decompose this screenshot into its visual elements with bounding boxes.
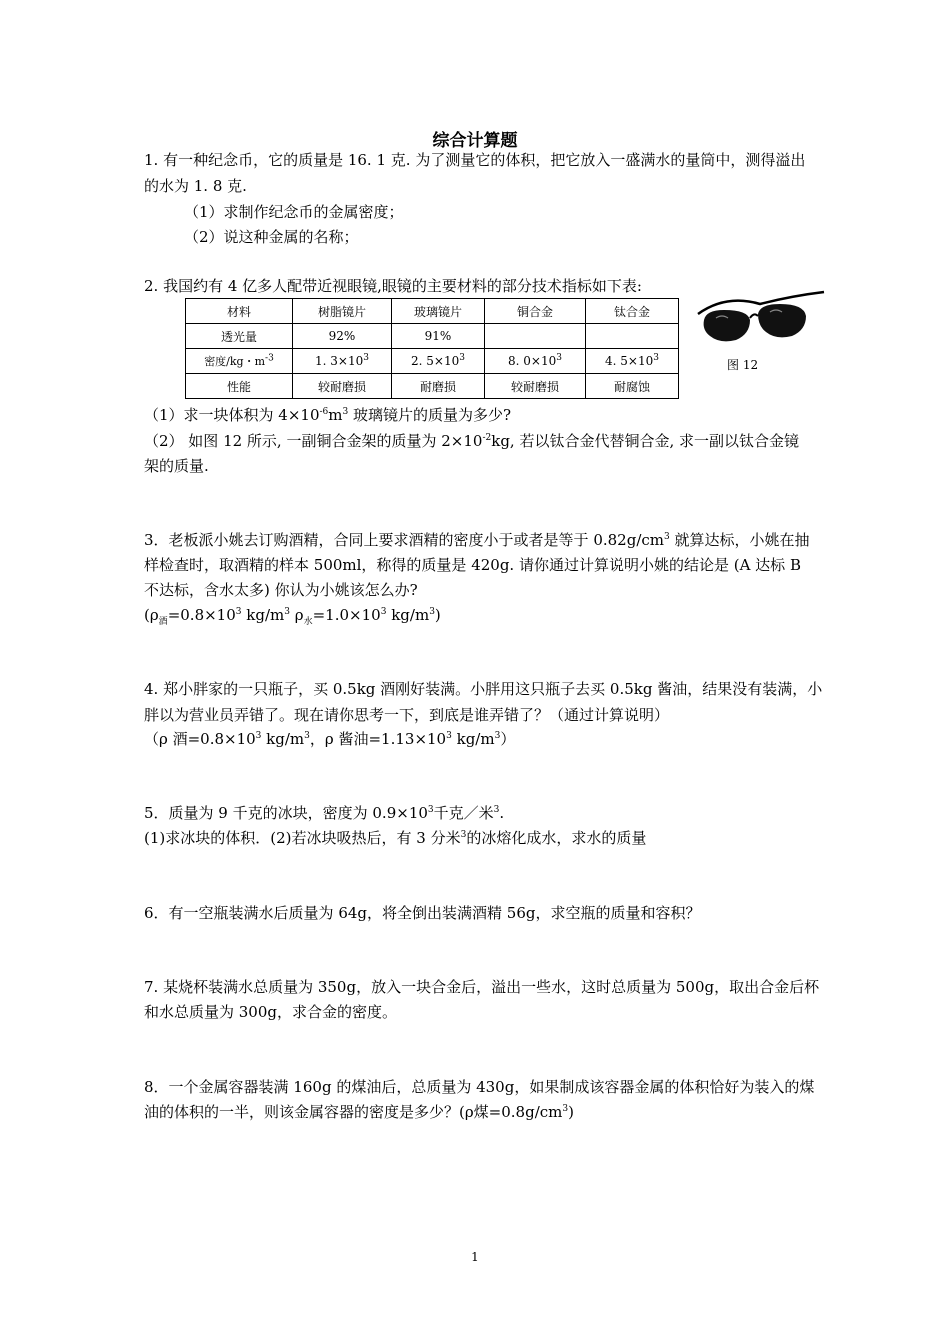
- table-cell: [485, 324, 586, 349]
- formula-part: kg/m: [241, 606, 285, 624]
- density-label: 密度/kg・m: [204, 355, 266, 368]
- table-cell: [485, 349, 586, 374]
- table-cell: [293, 349, 392, 374]
- q2-sub2: [144, 429, 850, 453]
- q3-line3: 不达标，含水太多) 你认为小姚该怎么办?: [144, 581, 418, 599]
- table-cell: 较耐磨损: [485, 374, 586, 399]
- q4-line2: 胖以为营业员弄错了。现在请你思考一下，到底是谁弄错了？（通过计算说明）: [144, 706, 670, 724]
- q5-exp: 3: [427, 805, 434, 815]
- table-cell: 透光量: [186, 324, 293, 349]
- q8-line1: 8．一个金属容器装满 160g 的煤油后，总质量为 430g，如果制成该容器金属的体积恰好为装入的煤: [144, 1078, 815, 1096]
- table-cell: [586, 349, 679, 374]
- formula-part: (ρ: [144, 606, 159, 624]
- q3-line1-part: 3．老板派小姚去订购酒精，合同上要求酒精的密度小于或者是等于 0.82g/cm: [144, 531, 664, 549]
- q3-formula: [144, 603, 850, 627]
- q2-sub1-part: （1）求一块体积为 4×10: [144, 406, 320, 424]
- q5-part: 5．质量为 9 千克的冰块，密度为 0.9×10: [144, 804, 428, 822]
- table-row: [186, 349, 679, 374]
- q7-line2: 和水总质量为 300g，求合金的密度。: [144, 1003, 398, 1021]
- density-value: 8. 0×10: [508, 354, 557, 368]
- figure-label: 图 12: [727, 358, 759, 372]
- density-exp: 3: [363, 353, 369, 363]
- formula-exp: 3: [494, 731, 501, 741]
- formula-part: kg/m: [451, 730, 495, 748]
- formula-exp: 3: [304, 731, 310, 741]
- formula-part: =0.8×10: [167, 606, 236, 624]
- q8-line2: [144, 1100, 850, 1124]
- q2-sub2-line2: 架的质量.: [144, 457, 209, 475]
- formula-part: ）: [500, 730, 516, 748]
- formula-exp: 3: [255, 731, 262, 741]
- q7-line1: 7. 某烧杯装满水总质量为 350g，放入一块合金后，溢出一些水，这时总质量为 500g，取出合金后杯: [144, 978, 820, 996]
- q2-sub1: [144, 403, 850, 427]
- q2-intro: 2. 我国约有 4 亿多人配带近视眼镜,眼镜的主要材料的部分技术指标如下表:: [144, 277, 642, 295]
- formula-part: ): [434, 606, 441, 624]
- q4-line1: 4. 郑小胖家的一只瓶子，买 0.5kg 酒刚好装满。小胖用这只瓶子去买 0.5kg 酱油，结果没有装满，小: [144, 680, 823, 698]
- page-title: 综合计算题: [432, 131, 518, 151]
- formula-part: kg/m: [261, 730, 305, 748]
- table-cell: 耐腐蚀: [586, 374, 679, 399]
- table-cell: [586, 324, 679, 349]
- q8-exp: 3: [562, 1104, 569, 1114]
- q1-line2: 的水为 1. 8 克.: [144, 177, 247, 195]
- q2-sub1-part: 玻璃镜片的质量为多少?: [348, 406, 512, 424]
- q2-sub2-part: （2） 如图 12 所示, 一副铜合金架的质量为 2×10: [144, 432, 483, 450]
- table-cell: 材料: [186, 299, 293, 324]
- table-cell: 性能: [186, 374, 293, 399]
- table-row: [186, 299, 679, 324]
- table-cell: 钛合金: [586, 299, 679, 324]
- table-cell: 92%: [293, 324, 392, 349]
- q6-line1: 6．有一空瓶装满水后质量为 64g，将全倒出装满酒精 56g，求空瓶的质量和容积？: [144, 904, 701, 922]
- q1-sub2: （2）说这种金属的名称；: [184, 228, 359, 246]
- table-cell: 91%: [392, 324, 485, 349]
- q2-sub2-exp: -2: [482, 433, 492, 443]
- density-value: 1. 3×10: [315, 354, 364, 368]
- density-value: 4. 5×10: [605, 354, 654, 368]
- density-exp: 3: [653, 353, 659, 363]
- density-label-exp: -3: [265, 353, 274, 364]
- q8-part: ): [568, 1103, 574, 1121]
- q5-line2: [144, 826, 850, 850]
- q5-part: (1)求冰块的体积．(2)若冰块吸热后，有 3 分米: [144, 829, 461, 847]
- formula-part: =1.0×10: [312, 606, 381, 624]
- q5-line1: [144, 801, 850, 825]
- density-exp: 3: [556, 353, 562, 363]
- density-exp: 3: [459, 353, 465, 363]
- q3-line1-exp: 3: [664, 532, 670, 542]
- q5-exp: 3: [493, 805, 500, 815]
- materials-table: [185, 298, 679, 399]
- table-cell: 树脂镜片: [293, 299, 392, 324]
- q2-sub1-exp: -6: [319, 407, 329, 417]
- table-row: [186, 374, 679, 399]
- q2-sub1-exp: 3: [342, 407, 349, 417]
- formula-sub: 酒: [158, 617, 168, 627]
- table-cell: [186, 349, 293, 374]
- formula-exp: 3: [380, 607, 387, 617]
- q8-part: 油的体积的一半，则该金属容器的密度是多少？(ρ煤=0.8g/cm: [144, 1103, 563, 1121]
- q2-sub1-part: m: [328, 406, 343, 424]
- q5-part: .: [499, 804, 505, 822]
- table-cell: 耐磨损: [392, 374, 485, 399]
- q3-line1-part: 就算达标，小姚在抽: [669, 531, 810, 549]
- formula-sub: 水: [303, 617, 313, 627]
- formula-exp: 3: [284, 607, 290, 617]
- table-row: [186, 324, 679, 349]
- formula-exp: 3: [446, 731, 452, 741]
- formula-exp: 3: [235, 607, 242, 617]
- q5-part: 的冰熔化成水，求水的质量: [466, 829, 647, 847]
- q2-sub2-part: kg, 若以钛合金代替铜合金, 求一副以钛合金镜: [491, 432, 799, 450]
- table-cell: 玻璃镜片: [392, 299, 485, 324]
- q5-part: 千克／米: [433, 804, 494, 822]
- q1-sub1: （1）求制作纪念币的金属密度；: [184, 203, 404, 221]
- page-number: 1: [471, 1250, 479, 1264]
- q5-exp: 3: [460, 830, 467, 840]
- formula-part: ，ρ 酱油=1.13×10: [309, 730, 447, 748]
- sunglasses-illustration: [696, 290, 826, 348]
- formula-part: ρ: [290, 606, 304, 624]
- q3-line2: 样检查时，取酒精的样本 500ml，称得的质量是 420g. 请你通过计算说明小姚的结论是 (A 达标 B: [144, 556, 801, 574]
- q3-line1: [144, 528, 850, 552]
- table-cell: 较耐磨损: [293, 374, 392, 399]
- formula-part: kg/m: [386, 606, 430, 624]
- formula-part: （ρ 酒=0.8×10: [144, 730, 256, 748]
- table-cell: 铜合金: [485, 299, 586, 324]
- formula-exp: 3: [429, 607, 435, 617]
- table-cell: [392, 349, 485, 374]
- q4-formula: [144, 727, 850, 751]
- density-value: 2. 5×10: [411, 354, 460, 368]
- q1-line1: 1. 有一种纪念币，它的质量是 16. 1 克. 为了测量它的体积，把它放入一盛满水的量筒中，测得溢出: [144, 151, 806, 169]
